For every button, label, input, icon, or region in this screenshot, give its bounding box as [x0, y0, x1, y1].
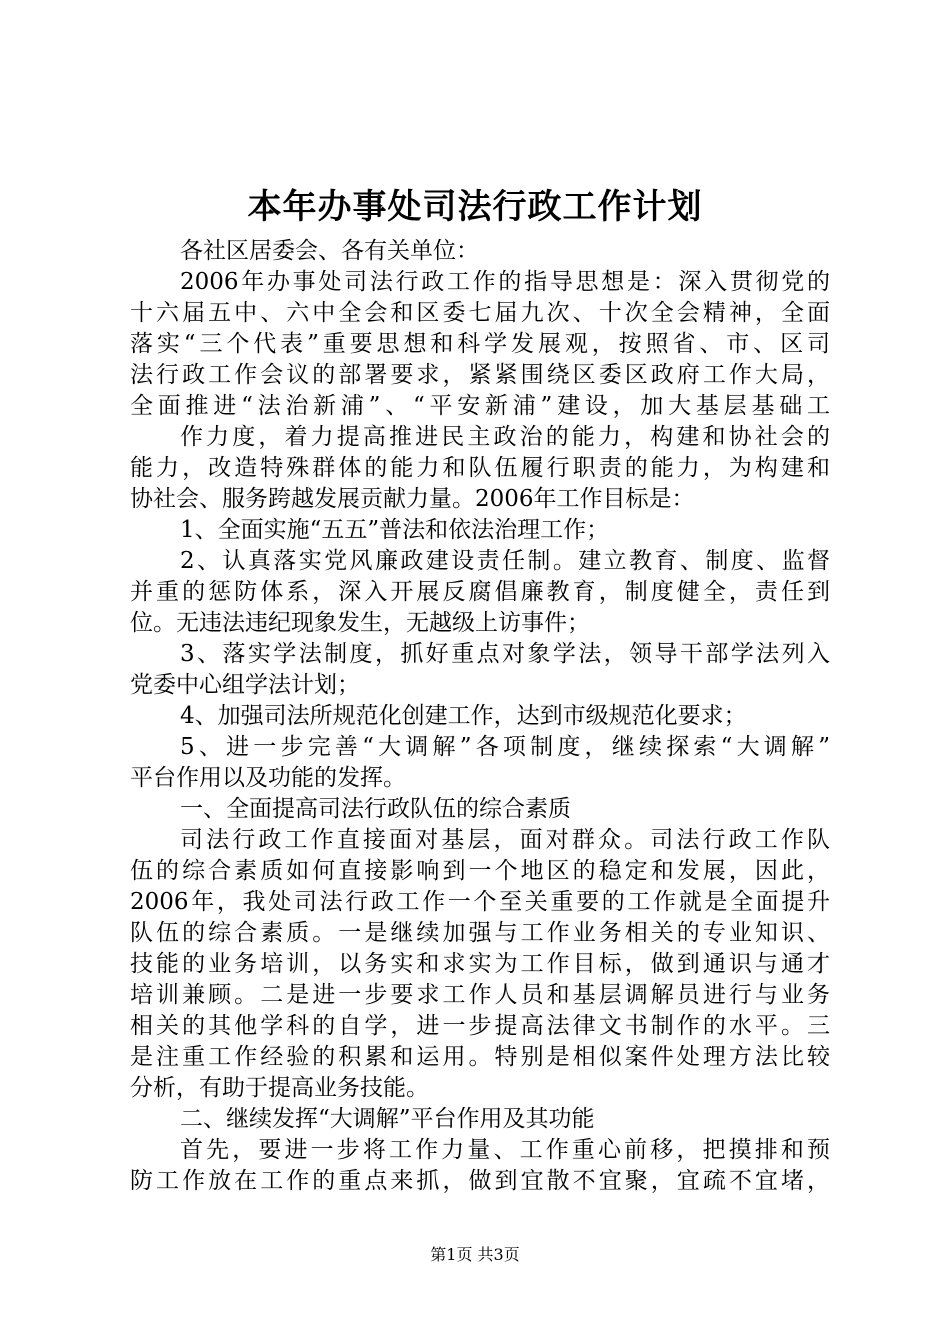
page-footer: 第1页 共3页: [430, 1245, 520, 1264]
section-heading: 二、继续发挥“大调解”平台作用及其功能: [180, 1106, 595, 1132]
text-line: 2006年，我处司法行政工作一个至关重要的工作就是全面提升: [130, 889, 830, 915]
text-line: 首先，要进一步将工作力量、工作重心前移，把摸排和预: [180, 1137, 830, 1163]
text-line: 位。无违法违纪现象发生，无越级上访事件；: [130, 610, 590, 636]
text-line: 伍的综合素质如何直接影响到一个地区的稳定和发展，因此，: [130, 858, 830, 884]
text-line: 是注重工作经验的积累和运用。特别是相似案件处理方法比较: [130, 1044, 830, 1070]
document-title: 本年办事处司法行政工作计划: [247, 187, 703, 227]
text-line: 并重的惩防体系，深入开展反腐倡廉教育，制度健全，责任到: [130, 579, 830, 605]
text-line: 分析，有助于提高业务技能。: [130, 1075, 429, 1101]
text-line: 司法行政工作直接面对基层，面对群众。司法行政工作队: [180, 827, 830, 853]
list-item: 5、进一步完善“大调解”各项制度，继续探索“大调解”: [180, 734, 830, 760]
list-item: 3、落实学法制度，抓好重点对象学法，领导干部学法列入: [180, 641, 830, 667]
text-line: 防工作放在工作的重点来抓，做到宜散不宜聚，宜疏不宜堵，: [130, 1168, 830, 1194]
text-line: 平台作用以及功能的发挥。: [130, 765, 406, 791]
list-item: 1、全面实施“五五”普法和依法治理工作；: [180, 517, 610, 543]
text-line: 法行政工作会议的部署要求，紧紧围绕区委区政府工作大局，: [130, 362, 830, 388]
list-item: 4、加强司法所规范化创建工作，达到市级规范化要求；: [180, 703, 747, 729]
text-line: 作力度，着力提高推进民主政治的能力，构建和协社会的: [180, 424, 830, 450]
salutation-line: 各社区居委会、各有关单位：: [180, 238, 479, 264]
text-line: 能力，改造特殊群体的能力和队伍履行职责的能力，为构建和: [130, 455, 830, 481]
section-heading: 一、全面提高司法行政队伍的综合素质: [180, 796, 571, 822]
text-line: 技能的业务培训，以务实和求实为工作目标，做到通识与通才: [130, 951, 830, 977]
text-line: 培训兼顾。二是进一步要求工作人员和基层调解员进行与业务: [130, 982, 830, 1008]
text-line: 全面推进“法治新浦”、“平安新浦”建设，加大基层基础工: [130, 393, 830, 419]
document-body: [130, 236, 830, 1197]
text-line: 落实“三个代表”重要思想和科学发展观，按照省、市、区司: [130, 331, 830, 357]
text-line: 2006年办事处司法行政工作的指导思想是：深入贯彻党的: [180, 269, 830, 295]
text-line: 相关的其他学科的自学，进一步提高法律文书制作的水平。三: [130, 1013, 830, 1039]
text-line: 队伍的综合素质。一是继续加强与工作业务相关的专业知识、: [130, 920, 830, 946]
text-line: 党委中心组学法计划；: [130, 672, 360, 698]
list-item: 2、认真落实党风廉政建设责任制。建立教育、制度、监督: [180, 548, 830, 574]
text-line: 协社会、服务跨越发展贡献力量。2006年工作目标是：: [130, 486, 695, 512]
text-line: 十六届五中、六中全会和区委七届九次、十次全会精神，全面: [130, 300, 830, 326]
